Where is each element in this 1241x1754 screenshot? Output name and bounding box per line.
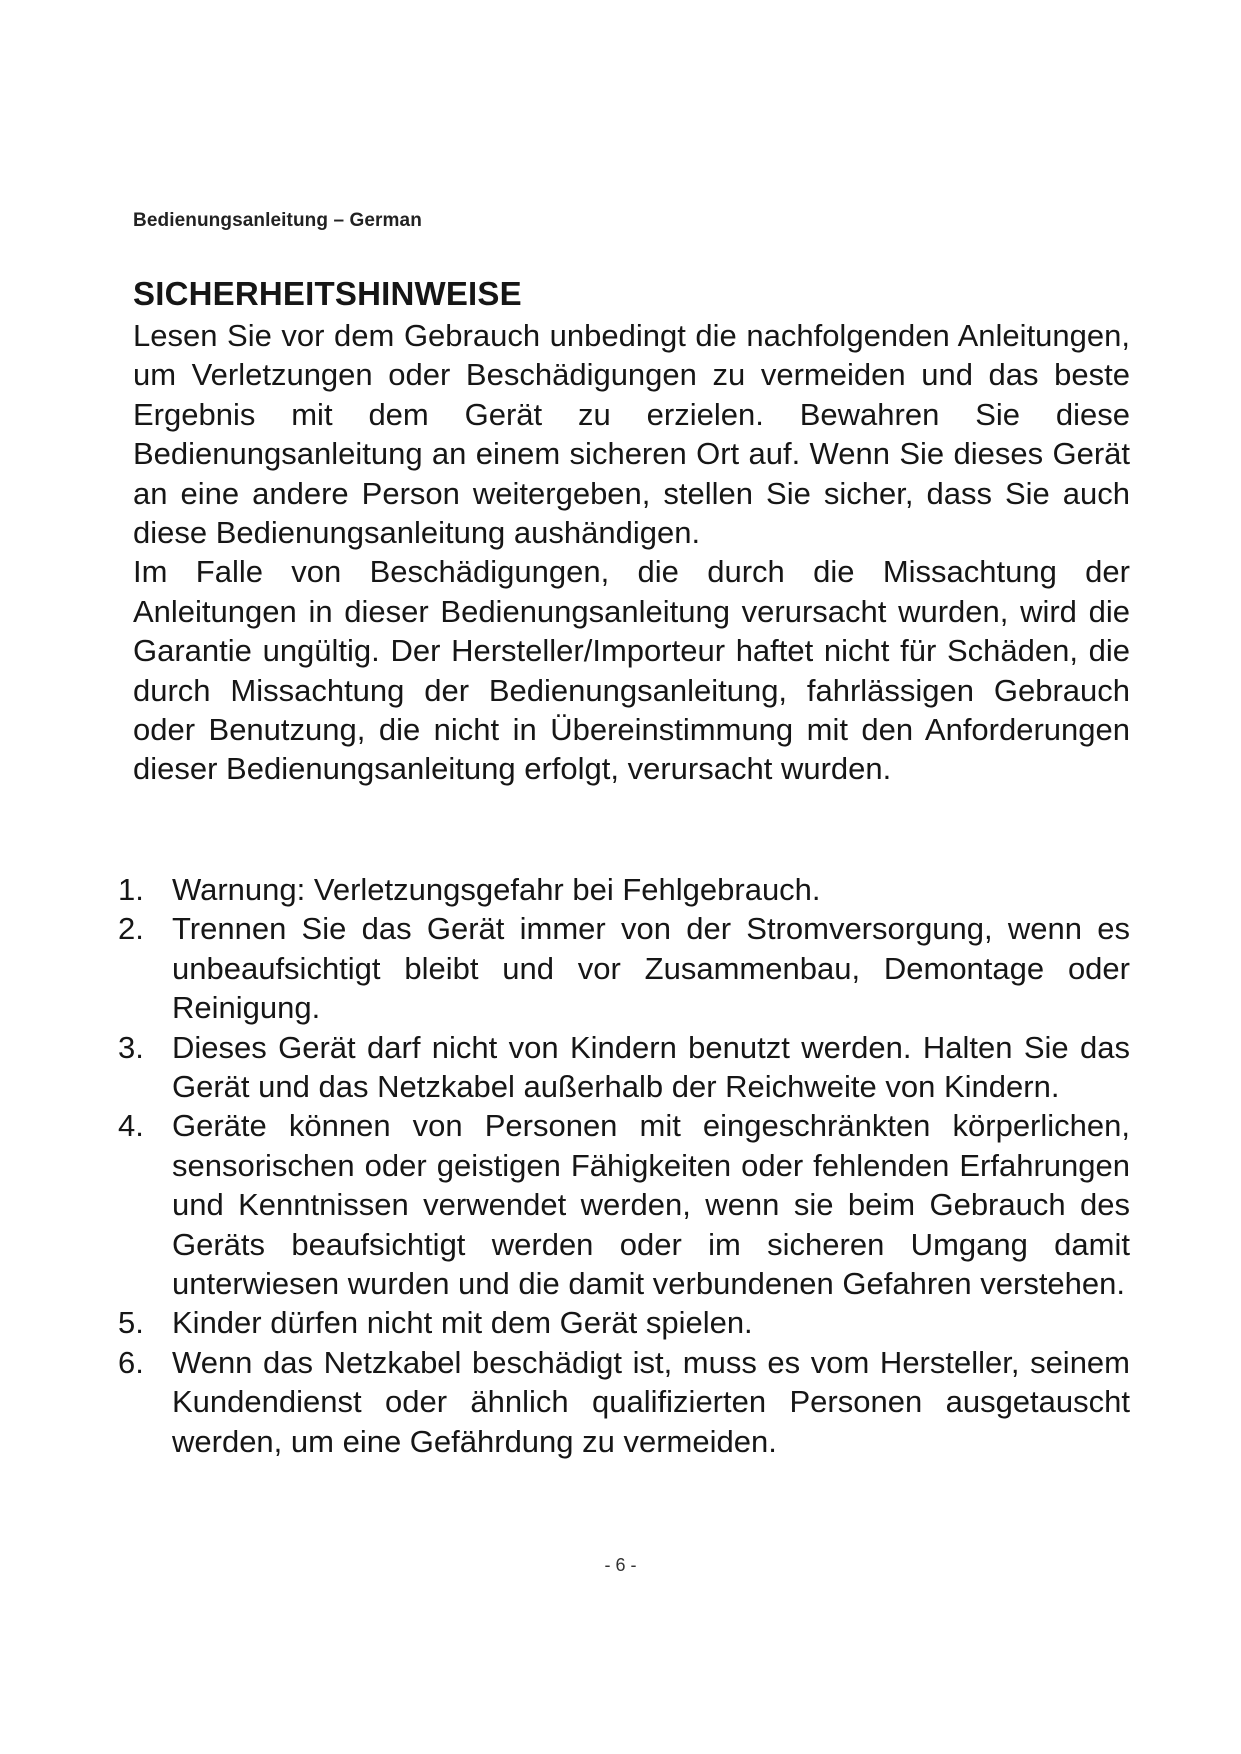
safety-item: [110, 909, 1130, 1027]
intro-paragraph: Lesen Sie vor dem Gebrauch unbedingt die nachfolgenden Anleitungen, um Verletzungen oder Beschädigungen zu vermeiden und das beste Ergebnis mit dem Gerät zu erzielen. Bewahren Sie diese Bedienungsanleitung an einem sicheren Ort auf. Wenn Sie dieses Gerät an eine andere Person weitergeben, stellen Sie sicher, dass Sie auch diese Bedienungsanleitung aushändigen.: [133, 318, 1130, 551]
safety-item-number: 1.: [118, 872, 144, 907]
intro-text: [133, 316, 1130, 789]
safety-item-number: 6.: [118, 1344, 144, 1380]
safety-item-number: 4.: [118, 1108, 144, 1144]
safety-item-text: Trennen Sie das Gerät immer von der Stromversorgung, wenn es unbeaufsichtigt bleibt und vor Zusammenbau, Demontage oder Reinigung.: [172, 911, 1130, 1026]
safety-item: [110, 1303, 1130, 1342]
safety-item-text: Kinder dürfen nicht mit dem Gerät spielen.: [172, 1305, 753, 1341]
safety-item: [110, 1028, 1130, 1107]
safety-item: [110, 1343, 1130, 1461]
safety-item-number: 5.: [118, 1305, 144, 1341]
safety-instructions-list: [110, 870, 1130, 1461]
safety-item-text: Geräte können von Personen mit eingeschränkten körperlichen, sensorischen oder geistigen Fähigkeiten oder fehlenden Erfahrungen und Kenntnissen verwendet werden, wenn sie beim Gebrauch des Geräts beaufsichtigt werden oder im sicheren Umgang damit unterwiesen wurden und die damit verbundenen Gefahren verstehen.: [172, 1108, 1130, 1302]
document-header-label: Bedienungsanleitung – German: [133, 210, 422, 231]
section-title: SICHERHEITSHINWEISE: [133, 275, 522, 312]
intro-paragraph: Im Falle von Beschädigungen, die durch die Missachtung der Anleitungen in dieser Bedienungsanleitung verursacht wurden, wird die Garantie ungültig. Der Hersteller/Importeur haftet nicht für Schäden, die durch Missachtung der Bedienungsanleitung, fahrlässigen Gebrauch oder Benutzung, die nicht in Übereinstimmung mit den Anforderungen dieser Bedienungsanleitung erfolgt, verursacht wurden.: [133, 554, 1130, 787]
safety-item: [110, 1106, 1130, 1303]
safety-item-number: 2.: [118, 911, 144, 947]
safety-item-text: Dieses Gerät darf nicht von Kindern benutzt werden. Halten Sie das Gerät und das Netzkabel außerhalb der Reichweite von Kindern.: [172, 1029, 1130, 1105]
safety-item-text: Wenn das Netzkabel beschädigt ist, muss es vom Hersteller, seinem Kundendienst oder ähnlich qualifizierten Personen ausgetauscht werden, um eine Gefährdung zu vermeiden.: [172, 1344, 1130, 1459]
page-number: - 6 -: [604, 1555, 637, 1575]
safety-item-text: Warnung: Verletzungsgefahr bei Fehlgebrauch.: [172, 872, 821, 907]
safety-item-number: 3.: [118, 1029, 144, 1065]
safety-item: [110, 870, 1130, 909]
